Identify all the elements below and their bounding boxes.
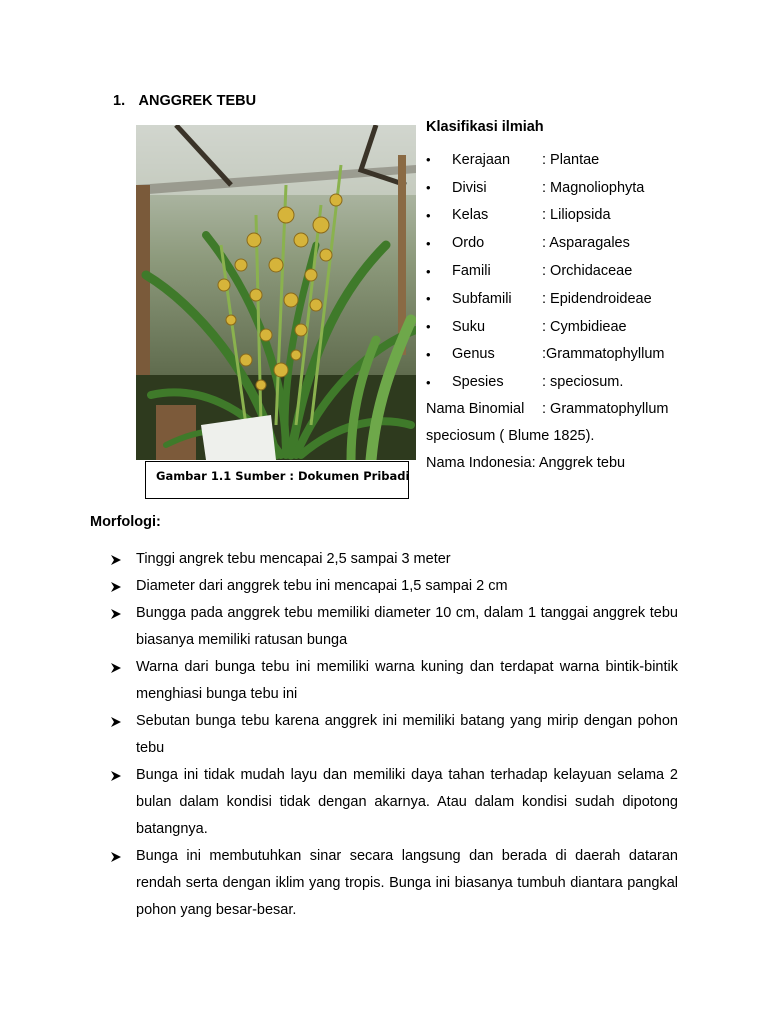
arrow-bullet-icon	[111, 771, 121, 781]
binomial-line	[426, 396, 669, 423]
classification-row	[426, 257, 664, 285]
classification-row	[426, 174, 664, 202]
section-number: 1.	[113, 93, 126, 109]
morphology-item	[111, 546, 678, 573]
morphology-text: Tinggi angrek tebu mencapai 2,5 sampai 3 meter	[136, 551, 451, 567]
figure-caption: Gambar 1.1 Sumber : Dokumen Pribadi	[156, 469, 410, 483]
bullet: •	[426, 180, 431, 196]
morphology-item	[111, 573, 678, 600]
bullet: •	[426, 263, 431, 279]
classification-key: Subfamili	[452, 290, 512, 307]
section-heading	[113, 93, 256, 109]
classification-key: Ordo	[452, 235, 485, 252]
classification-value: :Grammatophyllum	[542, 346, 665, 363]
morphology-text: Bungga pada anggrek tebu memiliki diameter 10 cm, dalam 1 tanggai anggrek tebu biasanya memiliki ratusan bunga	[136, 605, 678, 648]
morphology-item	[111, 843, 678, 924]
classification-title: Klasifikasi ilmiah	[426, 119, 544, 135]
classification-key: Spesies	[452, 374, 504, 391]
bullet: •	[426, 374, 431, 390]
classification-row	[426, 368, 664, 396]
classification-key: Divisi	[452, 179, 487, 196]
classification-row	[426, 202, 664, 230]
morphology-item	[111, 654, 678, 708]
morphology-text: Bunga ini tidak mudah layu dan memiliki daya tahan terhadap kelayuan selama 2 bulan dalam kondisi tidak dengan akarnya. Atau dalam kondisi sudah dipotong batangnya.	[136, 767, 678, 837]
arrow-bullet-icon	[111, 663, 121, 673]
classification-value: : Plantae	[542, 151, 600, 168]
bullet: •	[426, 152, 431, 168]
classification-key: Suku	[452, 318, 486, 335]
bullet: •	[426, 235, 431, 251]
binomial-key: Nama Binomial	[426, 401, 525, 417]
morphology-text: Diameter dari anggrek tebu ini mencapai 1,5 sampai 2 cm	[136, 578, 508, 594]
bullet: •	[426, 319, 431, 335]
classification-row	[426, 313, 664, 341]
arrow-bullet-icon	[111, 717, 121, 727]
bullet: •	[426, 207, 431, 223]
morphology-text: Warna dari bunga tebu ini memiliki warna kuning dan terdapat warna bintik-bintik menghiasi bunga tebu ini	[136, 659, 678, 702]
classification-row	[426, 229, 664, 257]
figure-caption-box	[145, 461, 409, 499]
classification-row	[426, 146, 664, 174]
classification-value: : Orchidaceae	[542, 263, 633, 280]
arrow-bullet-icon	[111, 555, 121, 565]
morphology-item	[111, 708, 678, 762]
section-title: ANGGREK TEBU	[138, 93, 257, 109]
morphology-text: Bunga ini membutuhkan sinar secara langsung dan berada di daerah dataran rendah serta dengan iklim yang tropis. Bunga ini biasanya tumbuh diantara pangkal pohon yang besar-besar.	[136, 848, 678, 918]
classification-value: : speciosum.	[542, 374, 624, 391]
arrow-bullet-icon	[111, 582, 121, 592]
arrow-bullet-icon	[111, 852, 121, 862]
indonesian-name-key: Nama Indonesia:	[426, 455, 536, 471]
binomial-value: : Grammatophyllum	[542, 401, 669, 417]
classification-key: Kelas	[452, 207, 489, 224]
classification-value: : Epidendroideae	[542, 290, 652, 307]
classification-key: Genus	[452, 346, 495, 363]
classification-value: : Asparagales	[542, 235, 630, 252]
classification-value: : Magnoliophyta	[542, 179, 645, 196]
classification-row	[426, 285, 664, 313]
morphology-title: Morfologi:	[90, 514, 161, 530]
indonesian-name-value: Anggrek tebu	[538, 455, 626, 471]
bullet: •	[426, 346, 431, 362]
classification-list	[426, 146, 664, 396]
morphology-item	[111, 762, 678, 843]
morphology-list	[111, 546, 678, 924]
binomial-continuation: speciosum ( Blume 1825).	[426, 428, 595, 444]
indonesian-name-line	[426, 450, 669, 477]
orchid-photo	[136, 125, 416, 460]
classification-value: : Liliopsida	[542, 207, 611, 224]
classification-value: : Cymbidieae	[542, 318, 627, 335]
bullet: •	[426, 291, 431, 307]
morphology-item	[111, 600, 678, 654]
binomial-block	[426, 396, 669, 477]
arrow-bullet-icon	[111, 609, 121, 619]
classification-row	[426, 341, 664, 369]
classification-key: Famili	[452, 263, 491, 280]
classification-key: Kerajaan	[452, 151, 511, 168]
morphology-text: Sebutan bunga tebu karena anggrek ini memiliki batang yang mirip dengan pohon tebu	[136, 713, 678, 756]
